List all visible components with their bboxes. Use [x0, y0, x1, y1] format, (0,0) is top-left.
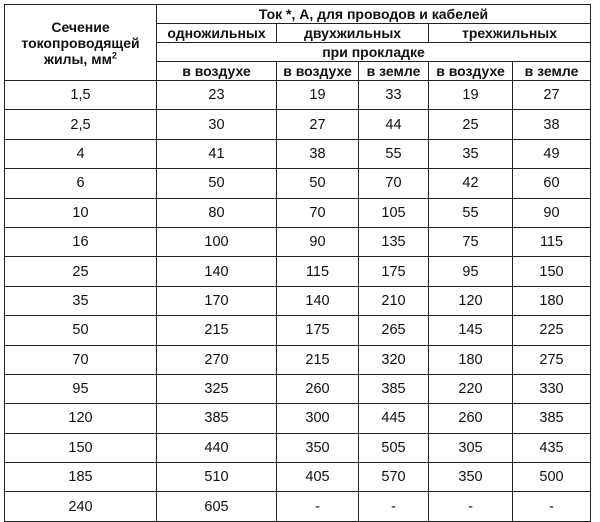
- cell-value: 55: [359, 139, 429, 168]
- cell-value: 220: [429, 374, 513, 403]
- cell-value: -: [429, 492, 513, 521]
- cell-value: 505: [359, 433, 429, 462]
- cell-value: 225: [513, 316, 591, 345]
- cell-value: 300: [277, 404, 359, 433]
- section-header-line2: токопроводящей: [21, 34, 140, 51]
- cell-section: 6: [5, 169, 157, 198]
- cell-value: 49: [513, 139, 591, 168]
- table-row: [5, 81, 591, 110]
- cell-section: 1,5: [5, 81, 157, 110]
- cell-value: 260: [277, 374, 359, 403]
- cell-section: 2,5: [5, 110, 157, 139]
- cell-value: 180: [513, 286, 591, 315]
- cell-section: 70: [5, 345, 157, 374]
- cell-value: 260: [429, 404, 513, 433]
- cell-value: 70: [359, 169, 429, 198]
- cell-value: 33: [359, 81, 429, 110]
- cell-value: 385: [157, 404, 277, 433]
- table-header: [5, 5, 591, 81]
- cell-value: 170: [157, 286, 277, 315]
- cell-value: 320: [359, 345, 429, 374]
- section-header-line1: Сечение: [51, 18, 110, 35]
- cell-section: 25: [5, 257, 157, 286]
- cell-value: 330: [513, 374, 591, 403]
- cell-value: 350: [429, 463, 513, 492]
- cell-section: 4: [5, 139, 157, 168]
- cell-value: 500: [513, 463, 591, 492]
- cell-value: -: [359, 492, 429, 521]
- cell-section: 240: [5, 492, 157, 521]
- cell-value: 135: [359, 227, 429, 256]
- cell-value: 350: [277, 433, 359, 462]
- cell-value: 140: [277, 286, 359, 315]
- cell-value: 90: [277, 227, 359, 256]
- cell-value: 150: [513, 257, 591, 286]
- cell-value: 215: [157, 316, 277, 345]
- cell-value: 105: [359, 198, 429, 227]
- cell-value: 30: [157, 110, 277, 139]
- table-row: [5, 110, 591, 139]
- cell-value: 115: [513, 227, 591, 256]
- cell-value: 210: [359, 286, 429, 315]
- cell-value: 80: [157, 198, 277, 227]
- cell-section: 50: [5, 316, 157, 345]
- cell-value: 275: [513, 345, 591, 374]
- cell-value: 95: [429, 257, 513, 286]
- section-header-line3: жилы, мм: [44, 50, 112, 67]
- cell-value: 510: [157, 463, 277, 492]
- cell-value: 60: [513, 169, 591, 198]
- cell-value: 140: [157, 257, 277, 286]
- cell-value: 605: [157, 492, 277, 521]
- cell-value: 41: [157, 139, 277, 168]
- cell-value: 70: [277, 198, 359, 227]
- table-body: [5, 81, 591, 522]
- table-row: [5, 374, 591, 403]
- cell-value: 19: [429, 81, 513, 110]
- cell-value: 38: [513, 110, 591, 139]
- table-row: [5, 404, 591, 433]
- cell-value: 385: [513, 404, 591, 433]
- current-title: Ток *, А, для проводов и кабелей: [157, 5, 591, 24]
- cell-value: 44: [359, 110, 429, 139]
- cell-value: 445: [359, 404, 429, 433]
- cell-section: 185: [5, 463, 157, 492]
- cable-current-table-container: [4, 4, 591, 522]
- cell-value: 270: [157, 345, 277, 374]
- cell-section: 95: [5, 374, 157, 403]
- cell-value: 405: [277, 463, 359, 492]
- cell-value: 175: [359, 257, 429, 286]
- cell-value: -: [513, 492, 591, 521]
- cell-value: 145: [429, 316, 513, 345]
- cell-value: 35: [429, 139, 513, 168]
- table-row: [5, 198, 591, 227]
- cell-value: 100: [157, 227, 277, 256]
- cell-section: 16: [5, 227, 157, 256]
- cell-section: 10: [5, 198, 157, 227]
- table-row: [5, 463, 591, 492]
- table-row: [5, 139, 591, 168]
- cell-value: -: [277, 492, 359, 521]
- cell-value: 25: [429, 110, 513, 139]
- table-row: [5, 169, 591, 198]
- section-header-superscript: 2: [111, 49, 117, 60]
- table-row: [5, 316, 591, 345]
- cell-value: 75: [429, 227, 513, 256]
- group-two-core: двухжильных: [277, 24, 429, 43]
- cell-value: 120: [429, 286, 513, 315]
- cell-value: 570: [359, 463, 429, 492]
- cell-value: 180: [429, 345, 513, 374]
- laying-label: при прокладке: [157, 43, 591, 62]
- table-row: [5, 433, 591, 462]
- cell-value: 325: [157, 374, 277, 403]
- cell-value: 215: [277, 345, 359, 374]
- cell-value: 19: [277, 81, 359, 110]
- cable-current-table: [4, 4, 591, 522]
- sub-header-air-2: в воздухе: [277, 62, 359, 81]
- table-row: [5, 492, 591, 521]
- cell-value: 55: [429, 198, 513, 227]
- sub-header-air-1: в воздухе: [157, 62, 277, 81]
- cell-value: 305: [429, 433, 513, 462]
- cell-value: 27: [513, 81, 591, 110]
- cell-value: 50: [277, 169, 359, 198]
- table-row: [5, 257, 591, 286]
- section-header: [5, 5, 157, 81]
- sub-header-ground-3: в земле: [513, 62, 591, 81]
- cell-value: 175: [277, 316, 359, 345]
- cell-value: 90: [513, 198, 591, 227]
- cell-value: 435: [513, 433, 591, 462]
- table-row: [5, 345, 591, 374]
- cell-value: 50: [157, 169, 277, 198]
- cell-section: 120: [5, 404, 157, 433]
- cell-value: 27: [277, 110, 359, 139]
- sub-header-ground-2: в земле: [359, 62, 429, 81]
- cell-section: 150: [5, 433, 157, 462]
- cell-value: 440: [157, 433, 277, 462]
- group-single-core: одножильных: [157, 24, 277, 43]
- group-three-core: трехжильных: [429, 24, 591, 43]
- cell-value: 38: [277, 139, 359, 168]
- cell-value: 115: [277, 257, 359, 286]
- cell-value: 385: [359, 374, 429, 403]
- cell-value: 42: [429, 169, 513, 198]
- cell-value: 265: [359, 316, 429, 345]
- cell-value: 23: [157, 81, 277, 110]
- cell-section: 35: [5, 286, 157, 315]
- table-row: [5, 286, 591, 315]
- table-row: [5, 227, 591, 256]
- sub-header-air-3: в воздухе: [429, 62, 513, 81]
